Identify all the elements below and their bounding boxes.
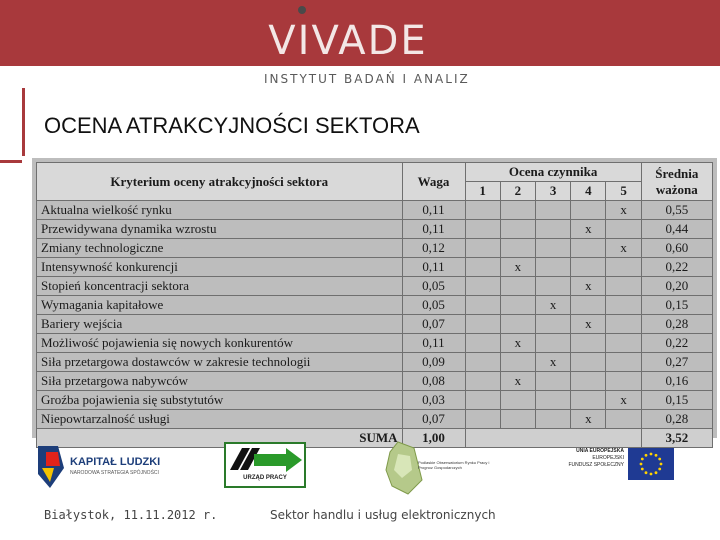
header-weighted-avg: Średnia ważona <box>641 163 712 201</box>
kapital-ludzki-subtitle: NARODOWA STRATEGIA SPÓJNOŚCI <box>70 470 159 476</box>
score-cell-3: x <box>535 353 570 372</box>
sum-avg: 3,52 <box>641 429 712 448</box>
score-cell-1 <box>465 372 500 391</box>
score-cell-5: x <box>606 201 641 220</box>
score-cell-3 <box>535 391 570 410</box>
weighted-avg-cell: 0,28 <box>641 315 712 334</box>
score-cell-4: x <box>571 410 606 429</box>
score-cell-2 <box>500 296 535 315</box>
score-cell-1 <box>465 391 500 410</box>
table-row <box>37 201 713 220</box>
weight-cell: 0,07 <box>402 410 465 429</box>
weighted-avg-cell: 0,22 <box>641 258 712 277</box>
score-cell-1 <box>465 258 500 277</box>
weighted-avg-cell: 0,22 <box>641 334 712 353</box>
weight-cell: 0,09 <box>402 353 465 372</box>
score-cell-1 <box>465 201 500 220</box>
weight-cell: 0,05 <box>402 296 465 315</box>
weighted-avg-cell: 0,15 <box>641 296 712 315</box>
kapital-ludzki-emblem-icon <box>36 444 66 490</box>
score-cell-2: x <box>500 334 535 353</box>
urzad-pracy-emblem-icon <box>224 442 306 488</box>
score-cell-3 <box>535 315 570 334</box>
header-score-5: 5 <box>606 182 641 201</box>
weight-cell: 0,11 <box>402 334 465 353</box>
urzad-pracy-label: URZĄD PRACY <box>243 475 287 481</box>
score-cell-2 <box>500 239 535 258</box>
weighted-avg-cell: 0,28 <box>641 410 712 429</box>
score-cell-2: x <box>500 372 535 391</box>
table-row <box>37 239 713 258</box>
header-score-4: 4 <box>571 182 606 201</box>
weight-cell: 0,11 <box>402 258 465 277</box>
eu-line-3: FUNDUSZ SPOŁECZNY <box>568 462 624 468</box>
score-cell-5 <box>606 372 641 391</box>
weighted-avg-cell: 0,20 <box>641 277 712 296</box>
score-cell-2 <box>500 220 535 239</box>
table-row <box>37 277 713 296</box>
weighted-avg-cell: 0,60 <box>641 239 712 258</box>
criterion-cell: Wymagania kapitałowe <box>37 296 403 315</box>
table-row <box>37 220 713 239</box>
score-cell-3 <box>535 220 570 239</box>
score-cell-5 <box>606 353 641 372</box>
criterion-cell: Przewidywana dynamika wzrostu <box>37 220 403 239</box>
header-subtitle: INSTYTUT BADAŃ I ANALIZ <box>264 72 470 86</box>
score-cell-5 <box>606 296 641 315</box>
criterion-cell: Aktualna wielkość rynku <box>37 201 403 220</box>
score-cell-4 <box>571 353 606 372</box>
weight-cell: 0,05 <box>402 277 465 296</box>
score-cell-4: x <box>571 277 606 296</box>
score-cell-3 <box>535 372 570 391</box>
score-cell-2: x <box>500 258 535 277</box>
score-cell-2 <box>500 315 535 334</box>
score-cell-1 <box>465 239 500 258</box>
table-row <box>37 372 713 391</box>
vivade-logo: VIVADE <box>268 18 428 64</box>
score-cell-3 <box>535 277 570 296</box>
table-row <box>37 334 713 353</box>
criterion-cell: Siła przetargowa dostawców w zakresie technologii <box>37 353 403 372</box>
criterion-cell: Siła przetargowa nabywców <box>37 372 403 391</box>
eu-line-1: UNIA EUROPEJSKA <box>576 448 624 454</box>
score-cell-4 <box>571 334 606 353</box>
score-cell-4: x <box>571 220 606 239</box>
sum-label: SUMA <box>37 429 403 448</box>
score-cell-1 <box>465 296 500 315</box>
score-cell-4 <box>571 296 606 315</box>
weighted-avg-cell: 0,27 <box>641 353 712 372</box>
score-cell-3 <box>535 201 570 220</box>
table-body <box>37 201 713 429</box>
header-score-3: 3 <box>535 182 570 201</box>
weight-cell: 0,12 <box>402 239 465 258</box>
score-cell-2 <box>500 353 535 372</box>
eu-line-2: EUROPEJSKI <box>592 455 624 461</box>
kapital-ludzki-title: KAPITAŁ LUDZKI <box>70 456 161 468</box>
criterion-cell: Intensywność konkurencji <box>37 258 403 277</box>
table-row <box>37 391 713 410</box>
eu-fund-logo <box>550 446 680 484</box>
accent-horizontal-line <box>0 160 22 163</box>
header-score-2: 2 <box>500 182 535 201</box>
score-cell-4 <box>571 201 606 220</box>
logo-dot-icon <box>298 6 306 14</box>
weight-cell: 0,03 <box>402 391 465 410</box>
criterion-cell: Możliwość pojawienia się nowych konkurentów <box>37 334 403 353</box>
score-cell-1 <box>465 410 500 429</box>
table-row <box>37 258 713 277</box>
score-cell-3 <box>535 258 570 277</box>
criterion-cell: Groźba pojawienia się substytutów <box>37 391 403 410</box>
slide-title: OCENA ATRAKCYJNOŚCI SEKTORA <box>44 113 420 138</box>
footer-topic: Sektor handlu i usług elektronicznych <box>270 508 496 522</box>
eu-fund-text <box>550 448 624 469</box>
score-cell-5 <box>606 220 641 239</box>
score-cell-5 <box>606 258 641 277</box>
score-cell-5 <box>606 410 641 429</box>
obserwatorium-logo <box>384 440 504 496</box>
weighted-avg-cell: 0,15 <box>641 391 712 410</box>
table-row <box>37 410 713 429</box>
score-cell-2 <box>500 391 535 410</box>
score-cell-2 <box>500 410 535 429</box>
assessment-table-panel <box>32 158 717 445</box>
criterion-cell: Zmiany technologiczne <box>37 239 403 258</box>
score-cell-4 <box>571 391 606 410</box>
score-cell-3 <box>535 239 570 258</box>
weight-cell: 0,07 <box>402 315 465 334</box>
sum-weight: 1,00 <box>402 429 465 448</box>
score-cell-5 <box>606 315 641 334</box>
table-row <box>37 315 713 334</box>
eu-flag-icon <box>628 448 674 480</box>
weight-cell: 0,11 <box>402 220 465 239</box>
score-cell-4 <box>571 239 606 258</box>
score-cell-3 <box>535 410 570 429</box>
score-cell-3: x <box>535 296 570 315</box>
weighted-avg-cell: 0,44 <box>641 220 712 239</box>
criterion-cell: Stopień koncentracji sektora <box>37 277 403 296</box>
score-cell-1 <box>465 353 500 372</box>
score-cell-1 <box>465 315 500 334</box>
score-cell-5: x <box>606 391 641 410</box>
weight-cell: 0,08 <box>402 372 465 391</box>
header-weight: Waga <box>402 163 465 201</box>
header-criterion: Kryterium oceny atrakcyjności sektora <box>37 163 403 201</box>
criterion-cell: Bariery wejścia <box>37 315 403 334</box>
score-cell-1 <box>465 277 500 296</box>
obserwatorium-label: Podlaskie Obserwatorium Rynku Pracy i Prognoz Gospodarczych <box>418 460 490 470</box>
weight-cell: 0,11 <box>402 201 465 220</box>
header-score-1: 1 <box>465 182 500 201</box>
score-cell-2 <box>500 201 535 220</box>
criterion-cell: Niepowtarzalność usługi <box>37 410 403 429</box>
urzad-pracy-logo <box>224 442 306 488</box>
header-factor-score: Ocena czynnika <box>465 163 641 182</box>
score-cell-1 <box>465 334 500 353</box>
accent-vertical-line <box>22 88 25 156</box>
weighted-avg-cell: 0,16 <box>641 372 712 391</box>
kapital-ludzki-logo <box>36 444 186 490</box>
score-cell-4 <box>571 372 606 391</box>
score-cell-5: x <box>606 239 641 258</box>
score-cell-4: x <box>571 315 606 334</box>
score-cell-1 <box>465 220 500 239</box>
weighted-avg-cell: 0,55 <box>641 201 712 220</box>
assessment-table <box>36 162 713 448</box>
score-cell-5 <box>606 277 641 296</box>
score-cell-4 <box>571 258 606 277</box>
score-cell-5 <box>606 334 641 353</box>
table-row <box>37 353 713 372</box>
score-cell-2 <box>500 277 535 296</box>
table-row <box>37 296 713 315</box>
footer-date: Białystok, 11.11.2012 r. <box>44 508 218 522</box>
score-cell-3 <box>535 334 570 353</box>
